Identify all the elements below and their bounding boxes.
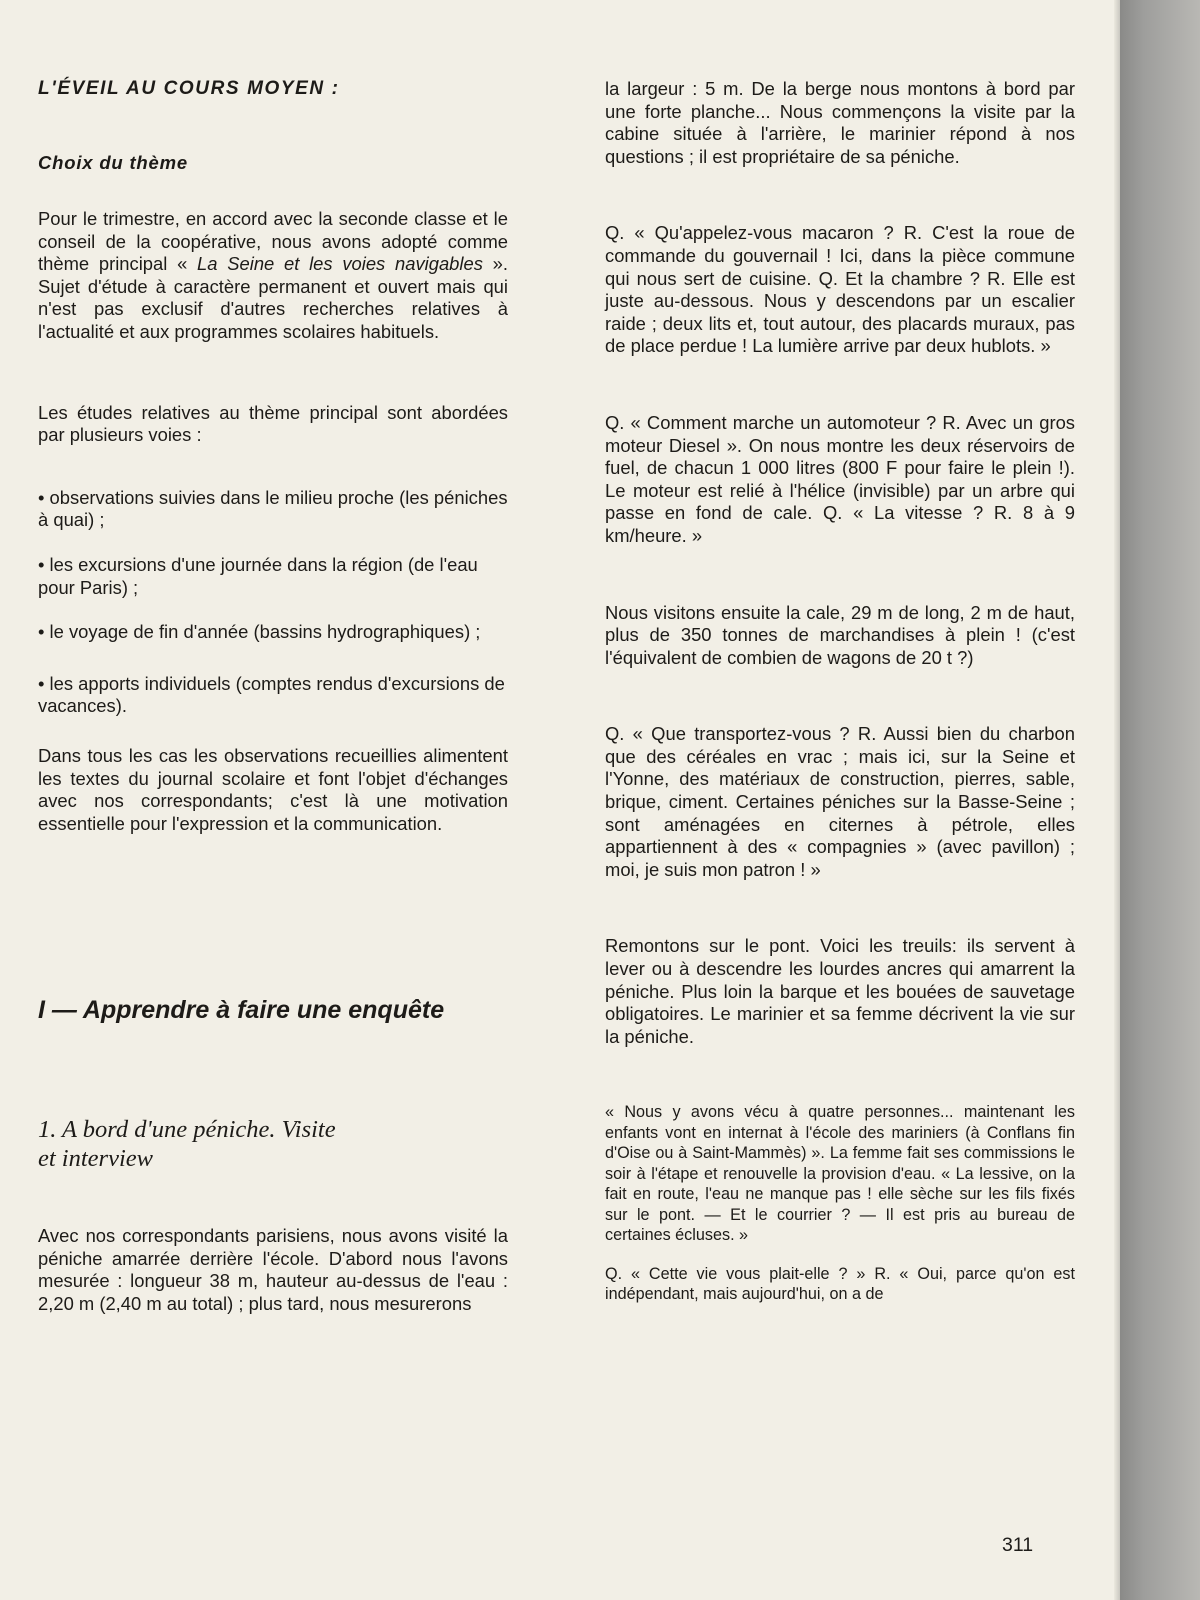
right-paragraph: Q. « Comment marche un automoteur ? R. Avec un gros moteur Diesel ». On nous montre les deux réservoirs de fuel, de chacun 1 000 litres (800 F pour faire le plein !). Le moteur est relié à l'hélice (invisible) par un arbre qui passe en fond de cale. Q. « La vitesse ? R. 8 à 9 km/heure. » [605,411,1075,546]
visit-paragraph: Avec nos correspondants parisiens, nous avons visité la péniche amarrée derrière l'école. D'abord nous l'avons mesurée : longueur 38 m, hauteur au-dessus de l'eau : 2,20 m (2,40 m au total) ; plus tard, nous mesurerons [38,1225,508,1315]
chapter-title [38,1115,508,1173]
page-number: 311 [1002,1534,1034,1556]
bullet-item: • le voyage de fin d'année (bassins hydrographiques) ; [38,621,481,643]
right-paragraph-small: Q. « Cette vie vous plait-elle ? » R. « Oui, parce qu'on est indépendant, mais aujourd'hui, on a de [605,1264,1075,1304]
bullet-item: • observations suivies dans le milieu proche (les péniches à quai) ; [38,486,508,531]
right-paragraph: Q. « Que transportez-vous ? R. Aussi bien du charbon que des céréales en vrac ; mais ici, sur la Seine et l'Yonne, des matériaux de construction, pierres, sable, brique, ciment. Certaines péniches sur la Basse-Seine ; sont aménagées en citernes à pétrole, elles appartiennent à des « compagnies » (avec pavillon) ; moi, je suis mon patron ! » [605,723,1075,880]
bullet-item: • les apports individuels (comptes rendus d'excursions de vacances). [38,672,505,717]
subsection-title: Choix du thème [38,152,188,173]
right-column [605,78,1075,1305]
right-paragraph: Nous visitons ensuite la cale, 29 m de long, 2 m de haut, plus de 350 tonnes de marchandises à plein ! (c'est l'équivalent de combien de wagons de 20 t ?) [605,601,1075,668]
intro-paragraph [38,208,508,344]
page-gutter-shadow [1120,0,1200,1600]
right-paragraph: Q. « Qu'appelez-vous macaron ? R. C'est la roue de commande du gouvernail ! Ici, dans la pièce commune qui nous sert de cuisine. Q. Et la chambre ? R. Elle est juste au-dessous. Nous y descendons par un escalier raide ; deux lits et, tout autour, des placards muraux, pas de place perdue ! La lumière arrive par deux hublots. » [605,222,1075,357]
intro-theme-italic: La Seine et les voies navigables [197,253,483,275]
section-header: L'ÉVEIL AU COURS MOYEN : [38,78,340,99]
chapter-title-line: et interview [38,1145,153,1173]
bullet-item: • les excursions d'une journée dans la région (de l'eau pour Paris) ; [38,553,478,598]
right-paragraph: la largeur : 5 m. De la berge nous montons à bord par une forte planche... Nous commençons la visite par la cabine située à l'arrière, le marinier répond à nos questions ; il est propriétaire de sa péniche. [605,78,1075,167]
part-title: I — Apprendre à faire une enquête [38,996,445,1025]
conclusion-paragraph: Dans tous les cas les observations recueillies alimentent les textes du journal scolaire et font l'objet d'échanges avec nos correspondants; c'est là une motivation essentielle pour l'expression et la communication. [38,744,508,834]
left-column [38,78,508,1316]
right-paragraph: Remontons sur le pont. Voici les treuils: ils servent à lever ou à descendre les lourdes ancres qui amarrent la péniche. Plus loin la barque et les bouées de sauvetage obligatoires. Le marinier et sa femme décrivent la vie sur la péniche. [605,935,1075,1047]
intro-text-start: Pour le trimestre, en accord avec la seconde classe et le conseil de la coopérative, nous avons adopté comme thème principal « [38,208,508,275]
intro-text-end: ». Sujet d'étude à caractère permanent et ouvert mais qui n'est pas exclusif d'autres recherches relatives à l'actualité et aux programmes scolaires habituels. [38,253,508,342]
right-paragraph-small: « Nous y avons vécu à quatre personnes... maintenant les enfants vont en internat à l'école des mariniers (à Conflans fin d'Oise ou à Saint-Mammès) ». La femme fait ses commissions le soir à l'étape et renouvelle la provision d'eau. « La lessive, on la fait en route, l'eau ne manque pas ! elle sèche sur les fils fixés sur le pont. — Et le courrier ? — Il est pris au bureau de certaines écluses. » [605,1103,1075,1245]
studies-intro: Les études relatives au thème principal sont abordées par plusieurs voies : [38,401,508,446]
chapter-title-line: 1. A bord d'une péniche. Visite [38,1116,336,1144]
